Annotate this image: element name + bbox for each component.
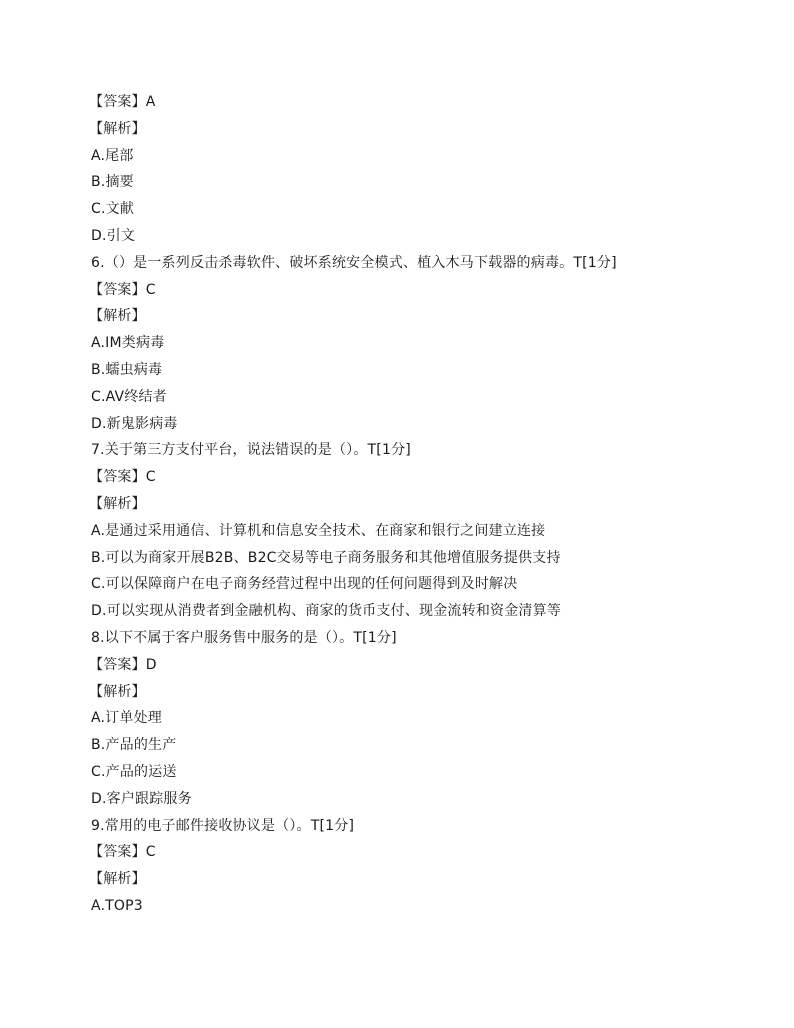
answer-line: 【答案】C xyxy=(89,281,156,298)
option-d: D.新鬼影病毒 xyxy=(91,415,178,432)
option-a: A.IM类病毒 xyxy=(91,335,165,352)
answer-line: 【答案】C xyxy=(89,844,156,861)
option-b: B.蠕虫病毒 xyxy=(91,361,163,378)
option-c: C.AV终结者 xyxy=(91,388,167,405)
option-a: A.是通过采用通信、计算机和信息安全技术、在商家和银行之间建立连接 xyxy=(91,522,546,539)
option-a: A.TOP3 xyxy=(91,897,143,914)
analysis-heading: 【解析】 xyxy=(89,495,146,512)
option-d: D.客户跟踪服务 xyxy=(91,790,192,807)
question-6: 6.（）是一系列反击杀毒软件、破坏系统安全模式、植入木马下载器的病毒。T[1分] xyxy=(91,254,617,271)
answer-line: 【答案】A xyxy=(89,94,156,110)
option-b: B.摘要 xyxy=(91,174,134,191)
analysis-heading: 【解析】 xyxy=(89,871,146,888)
option-c: C.文献 xyxy=(91,201,135,218)
option-d: D.引文 xyxy=(91,227,136,244)
answer-line: 【答案】D xyxy=(89,656,157,673)
analysis-heading: 【解析】 xyxy=(89,308,146,325)
option-a: A.订单处理 xyxy=(91,710,162,727)
option-b: B.产品的生产 xyxy=(91,737,177,754)
option-c: C.产品的运送 xyxy=(91,763,177,780)
analysis-heading: 【解析】 xyxy=(89,120,146,137)
question-7: 7.关于第三方支付平台，说法错误的是（）。T[1分] xyxy=(91,442,411,459)
option-b: B.可以为商家开展B2B、B2C交易等电子商务服务和其他增值服务提供支持 xyxy=(91,549,561,566)
option-d: D.可以实现从消费者到金融机构、商家的货币支付、现金流转和资金清算等 xyxy=(91,603,562,620)
question-8: 8.以下不属于客户服务售中服务的是（）。T[1分] xyxy=(91,629,397,646)
answer-line: 【答案】C xyxy=(89,469,156,486)
analysis-heading: 【解析】 xyxy=(89,683,146,700)
document-body xyxy=(91,89,731,920)
option-c: C.可以保障商户在电子商务经营过程中出现的任何问题得到及时解决 xyxy=(91,576,518,593)
option-a: A.尾部 xyxy=(91,147,134,164)
question-9: 9.常用的电子邮件接收协议是（）。T[1分] xyxy=(91,817,355,834)
